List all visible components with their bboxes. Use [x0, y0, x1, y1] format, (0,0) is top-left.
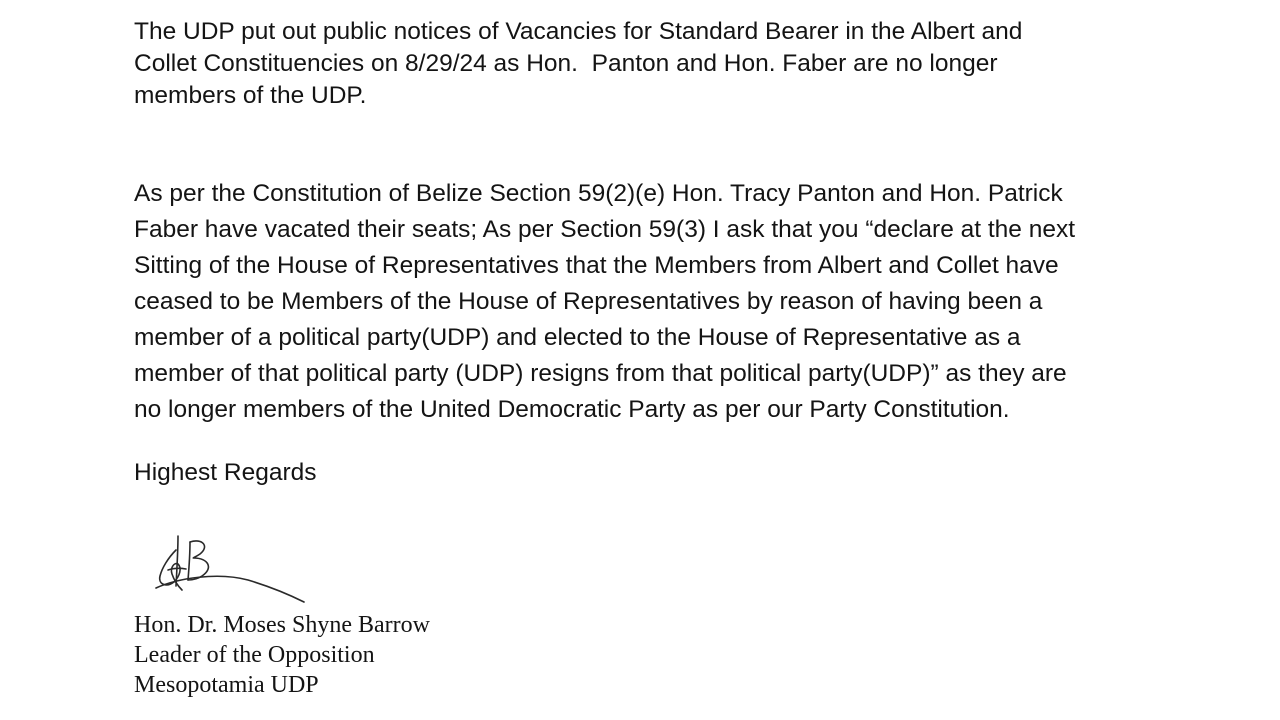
signatory-block	[134, 610, 430, 700]
text-line: ceased to be Members of the House of Representatives by reason of having been a	[134, 288, 1043, 315]
text-line: As per the Constitution of Belize Section 59(2)(e) Hon. Tracy Panton and Hon. Patrick	[134, 180, 1063, 207]
text-line: Faber have vacated their seats; As per Section 59(3) I ask that you “declare at the next	[134, 216, 1076, 243]
signatory-affiliation: Mesopotamia UDP	[134, 672, 319, 698]
closing-salutation: Highest Regards	[134, 459, 317, 486]
handwritten-signature-icon	[148, 528, 318, 610]
signatory-title: Leader of the Opposition	[134, 642, 375, 668]
signatory-name: Hon. Dr. Moses Shyne Barrow	[134, 612, 430, 638]
paragraph-vacancy-notice	[134, 16, 1022, 112]
text-line: member of that political party (UDP) resigns from that political party(UDP)” as they are	[134, 360, 1067, 387]
text-line: member of a political party(UDP) and elected to the House of Representative as a	[134, 324, 1021, 351]
text-line: members of the UDP.	[134, 82, 367, 109]
text-line: Collet Constituencies on 8/29/24 as Hon. Panton and Hon. Faber are no longer	[134, 50, 998, 77]
text-line: Sitting of the House of Representatives that the Members from Albert and Collet have	[134, 252, 1059, 279]
text-line: The UDP put out public notices of Vacancies for Standard Bearer in the Albert and	[134, 18, 1023, 45]
text-line: no longer members of the United Democratic Party as per our Party Constitution.	[134, 396, 1010, 423]
paragraph-constitution-request	[134, 176, 1075, 428]
